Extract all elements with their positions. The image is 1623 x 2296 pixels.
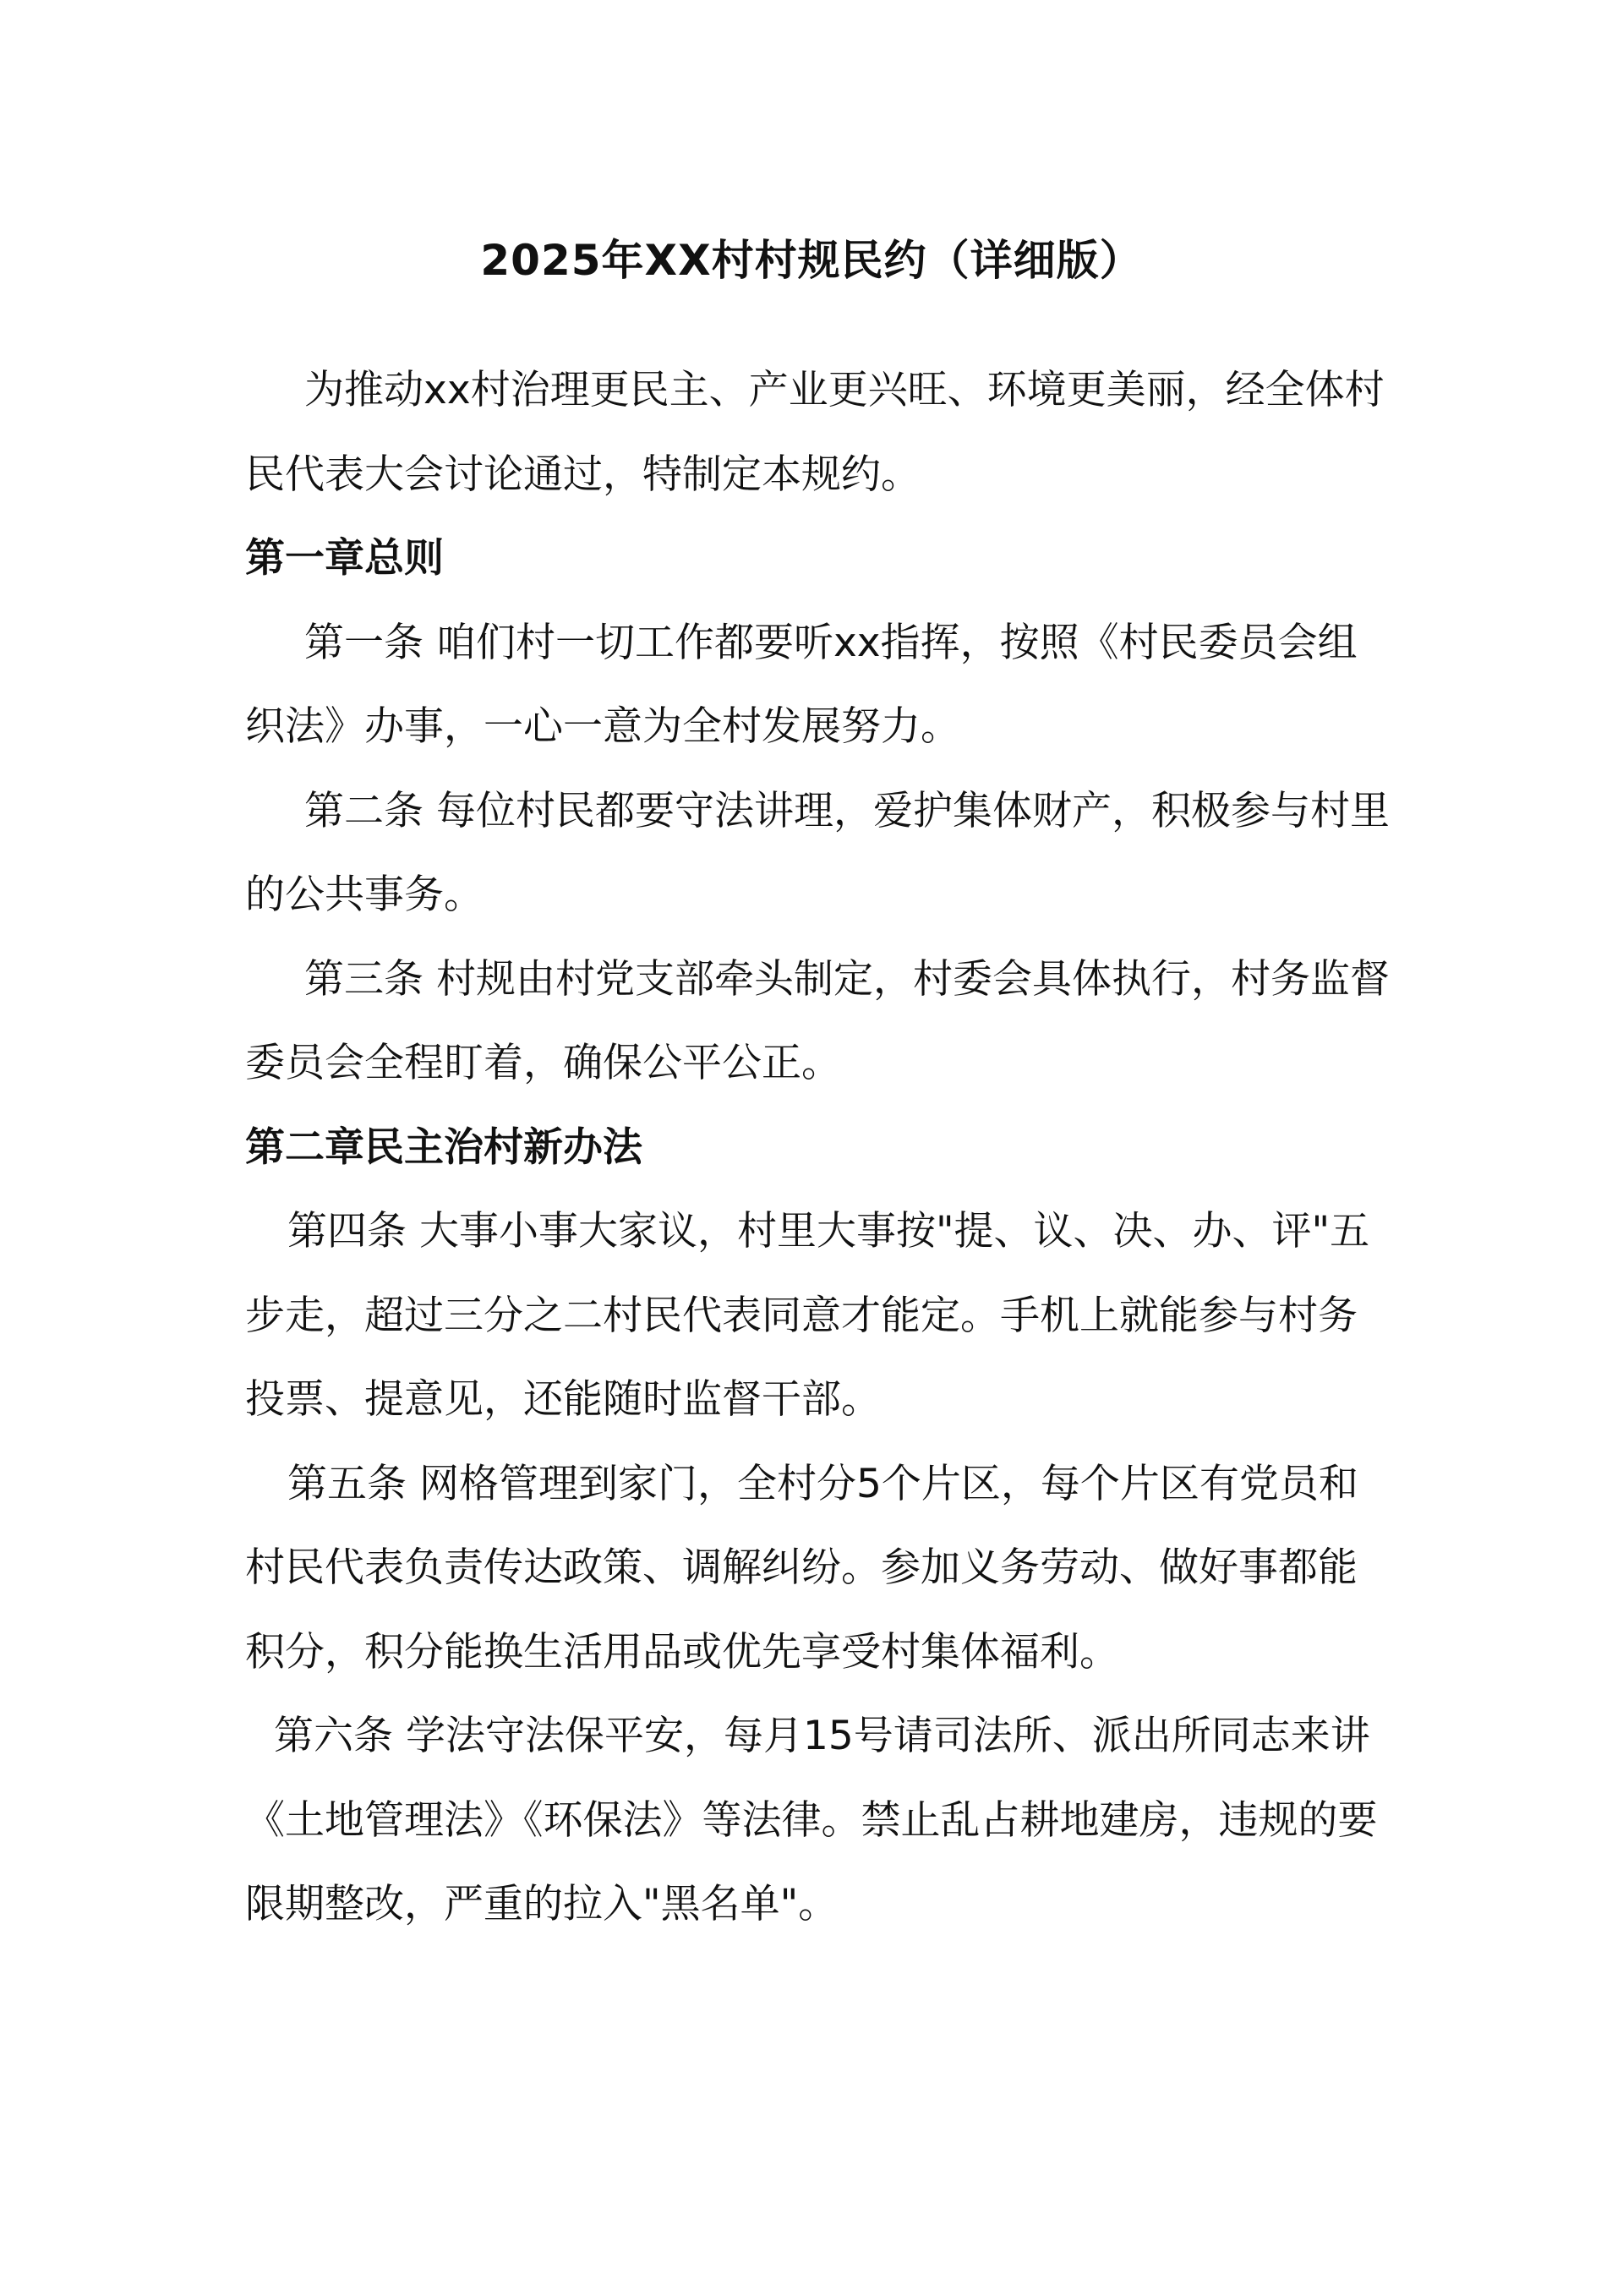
article-3: 第三条 村规由村党支部牵头制定，村委会具体执行，村务监督委员会全程盯着，确保公平公正。 bbox=[245, 955, 1390, 1086]
document-body bbox=[245, 348, 1395, 1947]
document-title: 2025年XX村村规民约（详细版） bbox=[480, 236, 1143, 285]
chapter-2-heading: 第二章民主治村新办法 bbox=[245, 1123, 642, 1171]
article-1: 第一条 咱们村一切工作都要听xx指挥，按照《村民委员会组织法》办事，一心一意为全村发展努力。 bbox=[245, 619, 1358, 750]
chapter-1-heading: 第一章总则 bbox=[245, 535, 444, 582]
article-4: 第四条 大事小事大家议，村里大事按"提、议、决、办、评"五步走，超过三分之二村民代表同意才能定。手机上就能参与村务投票、提意见，还能随时监督干部。 bbox=[245, 1208, 1370, 1423]
intro-paragraph: 为推动xx村治理更民主、产业更兴旺、环境更美丽，经全体村民代表大会讨论通过，特制定本规约。 bbox=[245, 367, 1385, 498]
article-2: 第二条 每位村民都要守法讲理，爱护集体财产，积极参与村里的公共事务。 bbox=[245, 787, 1390, 918]
article-5: 第五条 网格管理到家门，全村分5个片区，每个片区有党员和村民代表负责传达政策、调解纠纷。参加义务劳动、做好事都能积分，积分能换生活用品或优先享受村集体福利。 bbox=[245, 1460, 1358, 1676]
article-6: 第六条 学法守法保平安，每月15号请司法所、派出所同志来讲《土地管理法》《环保法》等法律。禁止乱占耕地建房，违规的要限期整改，严重的拉入"黑名单"。 bbox=[245, 1713, 1378, 1927]
